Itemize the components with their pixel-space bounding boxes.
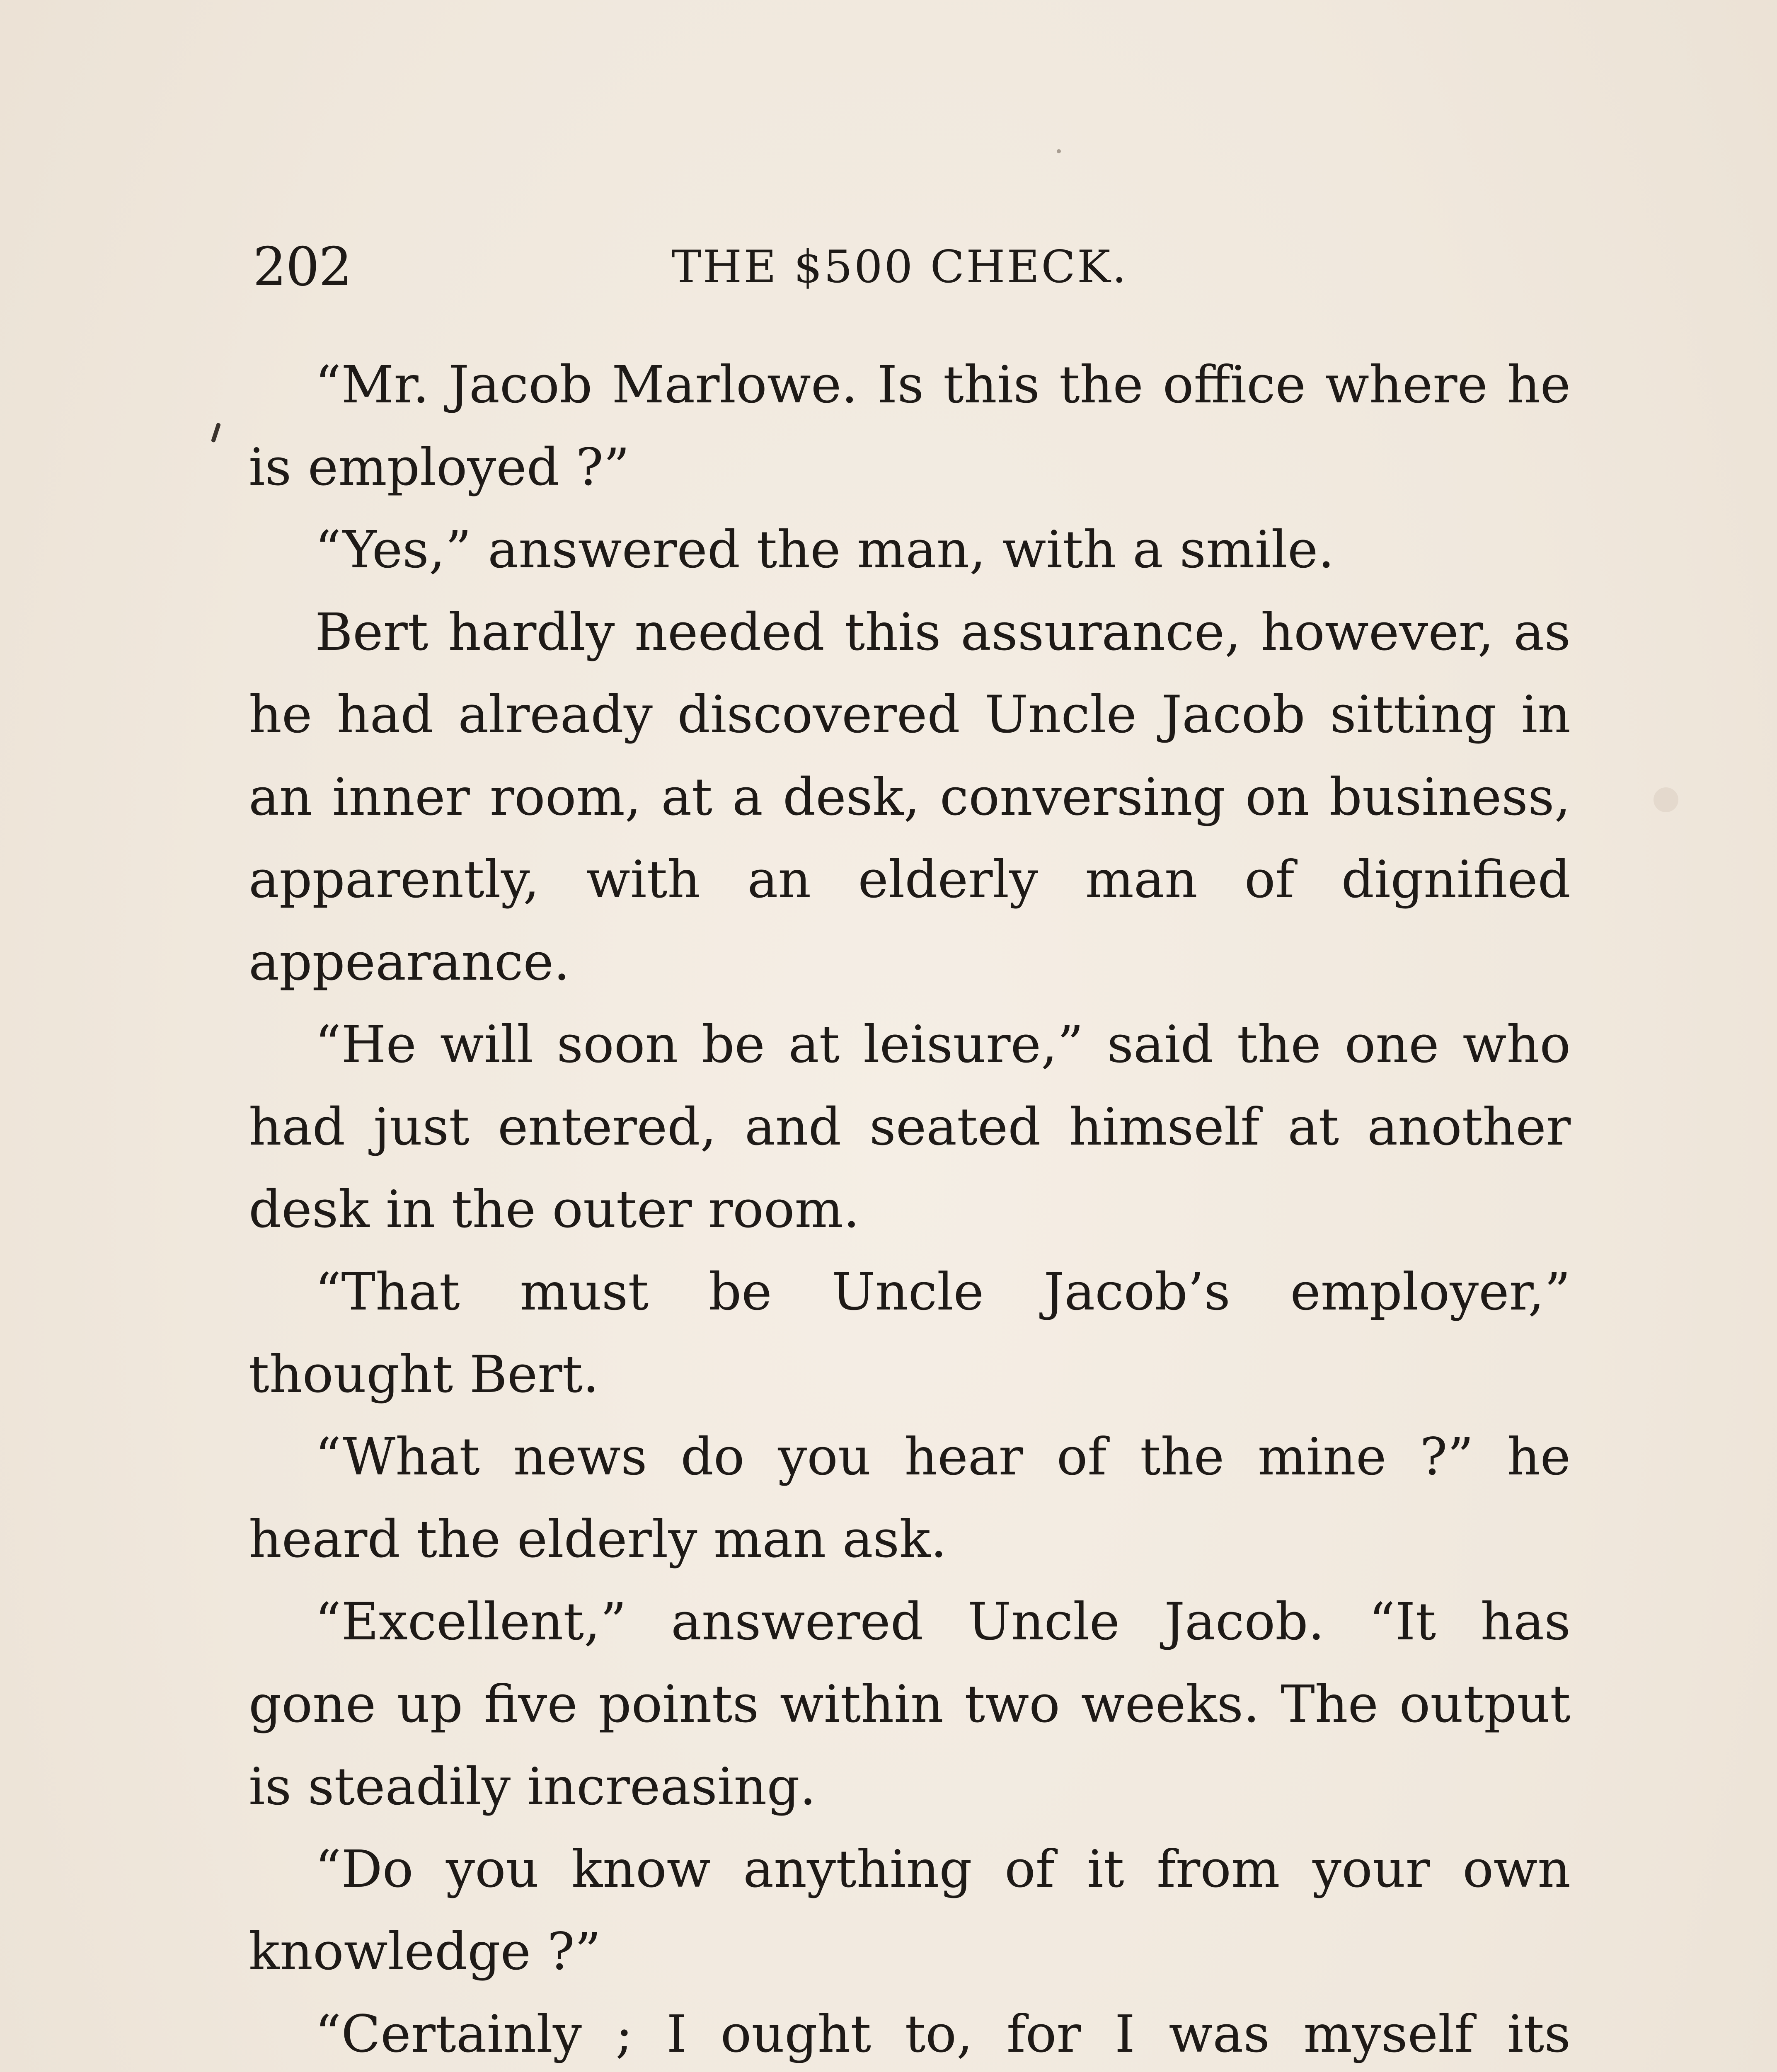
paper-speck bbox=[1057, 149, 1061, 153]
paragraph: “He will soon be at leisure,” said the one who had just entered, and seated himself at another desk in the outer room. bbox=[249, 1015, 1571, 1239]
body-text bbox=[249, 344, 1571, 2072]
paragraph: “Mr. Jacob Marlowe. Is this the office where he is employed ?” bbox=[249, 355, 1571, 497]
page-header bbox=[253, 232, 1566, 303]
stray-ink-mark bbox=[211, 423, 221, 443]
paragraph: “Do you know anything of it from your own knowledge ?” bbox=[249, 1840, 1571, 1982]
paragraph: “That must be Uncle Jacob’s employer,” thought Bert. bbox=[249, 1262, 1571, 1404]
paragraph: Bert hardly needed this assurance, however, as he had already discovered Uncle Jacob sitting in an inner room, at a desk, conversing on business, apparently, with an elderly man of dignified appearance. bbox=[249, 603, 1571, 992]
paragraph: “Excellent,” answered Uncle Jacob. “It has gone up five points within two weeks. The output is steadily increasing. bbox=[249, 1592, 1571, 1817]
running-title: THE $500 CHECK. bbox=[671, 241, 1128, 293]
paragraph: “Yes,” answered the man, with a smile. bbox=[315, 520, 1334, 580]
paragraph: “What news do you hear of the mine ?” he heard the elderly man ask. bbox=[249, 1427, 1571, 1569]
paragraph: “Certainly ; I ought to, for I was myself its bbox=[315, 2004, 1571, 2064]
paper-stain bbox=[1654, 787, 1678, 812]
page-number: 202 bbox=[253, 236, 352, 298]
